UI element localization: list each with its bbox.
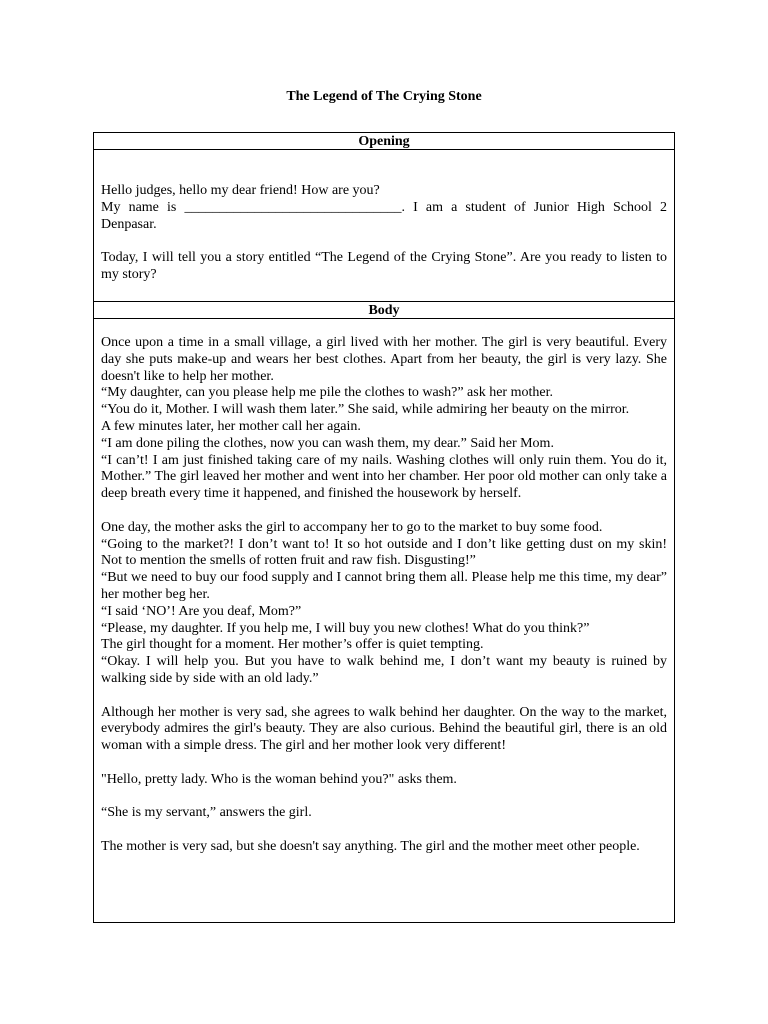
body-line: “Please, my daughter. If you help me, I will buy you new clothes! What do you think?”: [101, 620, 590, 636]
opening-line: Hello judges, hello my dear friend! How are you?: [101, 183, 380, 198]
document-title: The Legend of The Crying Stone: [286, 89, 482, 104]
opening-section: [94, 150, 674, 302]
body-line: The girl thought for a moment. Her mother’s offer is quiet tempting.: [101, 637, 484, 653]
body-line: “My daughter, can you please help me pile the clothes to wash?” ask her mother.: [101, 385, 553, 401]
opening-line: My name is _______________________________. I am a student of Junior High School 2 Denpasar.: [101, 199, 667, 232]
body-line: “Okay. I will help you. But you have to walk behind me, I don’t want my beauty is ruined by walking side by side with an old lady.”: [101, 654, 667, 686]
body-paragraph: [101, 520, 667, 688]
body-paragraph: [101, 335, 667, 503]
body-paragraph: [101, 705, 667, 755]
body-paragraph: [101, 805, 667, 822]
body-line: “She is my servant,” answers the girl.: [101, 805, 312, 821]
body-line: “I can’t! I am just finished taking care of my nails. Washing clothes will only ruin them. You do it, Mother.” The girl leaved her mother and went into her chamber. Her poor old mother can only take a deep breath every time it happened, and finished the housework by herself.: [101, 452, 667, 502]
body-line: “I said ‘NO’! Are you deaf, Mom?”: [101, 603, 302, 619]
body-line: A few minutes later, her mother call her again.: [101, 418, 361, 434]
opening-heading: Opening: [94, 133, 674, 150]
opening-paragraph: [101, 250, 667, 284]
body-section: [94, 319, 674, 922]
opening-line: Today, I will tell you a story entitled “The Legend of the Crying Stone”. Are you ready to listen to my story?: [101, 250, 667, 282]
body-line: Although her mother is very sad, she agrees to walk behind her daughter. On the way to the market, everybody admires the girl's beauty. They are also curious. Behind the beautiful girl, there is an old woman with a simple dress. The girl and her mother look very different!: [101, 704, 667, 754]
body-line: “I am done piling the clothes, now you can wash them, my dear.” Said her Mom.: [101, 435, 554, 451]
body-paragraph: [101, 839, 667, 856]
body-line: “You do it, Mother. I will wash them later.” She said, while admiring her beauty on the mirror.: [101, 402, 630, 418]
body-line: One day, the mother asks the girl to accompany her to go to the market to buy some food.: [101, 519, 603, 535]
body-line: The mother is very sad, but she doesn't say anything. The girl and the mother meet other people.: [101, 838, 640, 854]
body-heading: Body: [94, 302, 674, 319]
body-line: “Going to the market?! I don’t want to! It so hot outside and I don’t like getting dust on my skin! Not to mention the smells of rotten fruit and raw fish. Disgusting!”: [101, 536, 667, 569]
story-table: [93, 132, 675, 923]
opening-paragraph: [101, 183, 667, 233]
body-paragraph: [101, 772, 667, 789]
body-line: Once upon a time in a small village, a girl lived with her mother. The girl is very beautiful. Every day she puts make-up and wears her best clothes. Apart from her beauty, the girl is very lazy. She doesn't like to help her mother.: [101, 335, 667, 384]
body-line: "Hello, pretty lady. Who is the woman behind you?" asks them.: [101, 771, 457, 787]
body-line: “But we need to buy our food supply and I cannot bring them all. Please help me this time, my dear” her mother beg her.: [101, 570, 667, 602]
